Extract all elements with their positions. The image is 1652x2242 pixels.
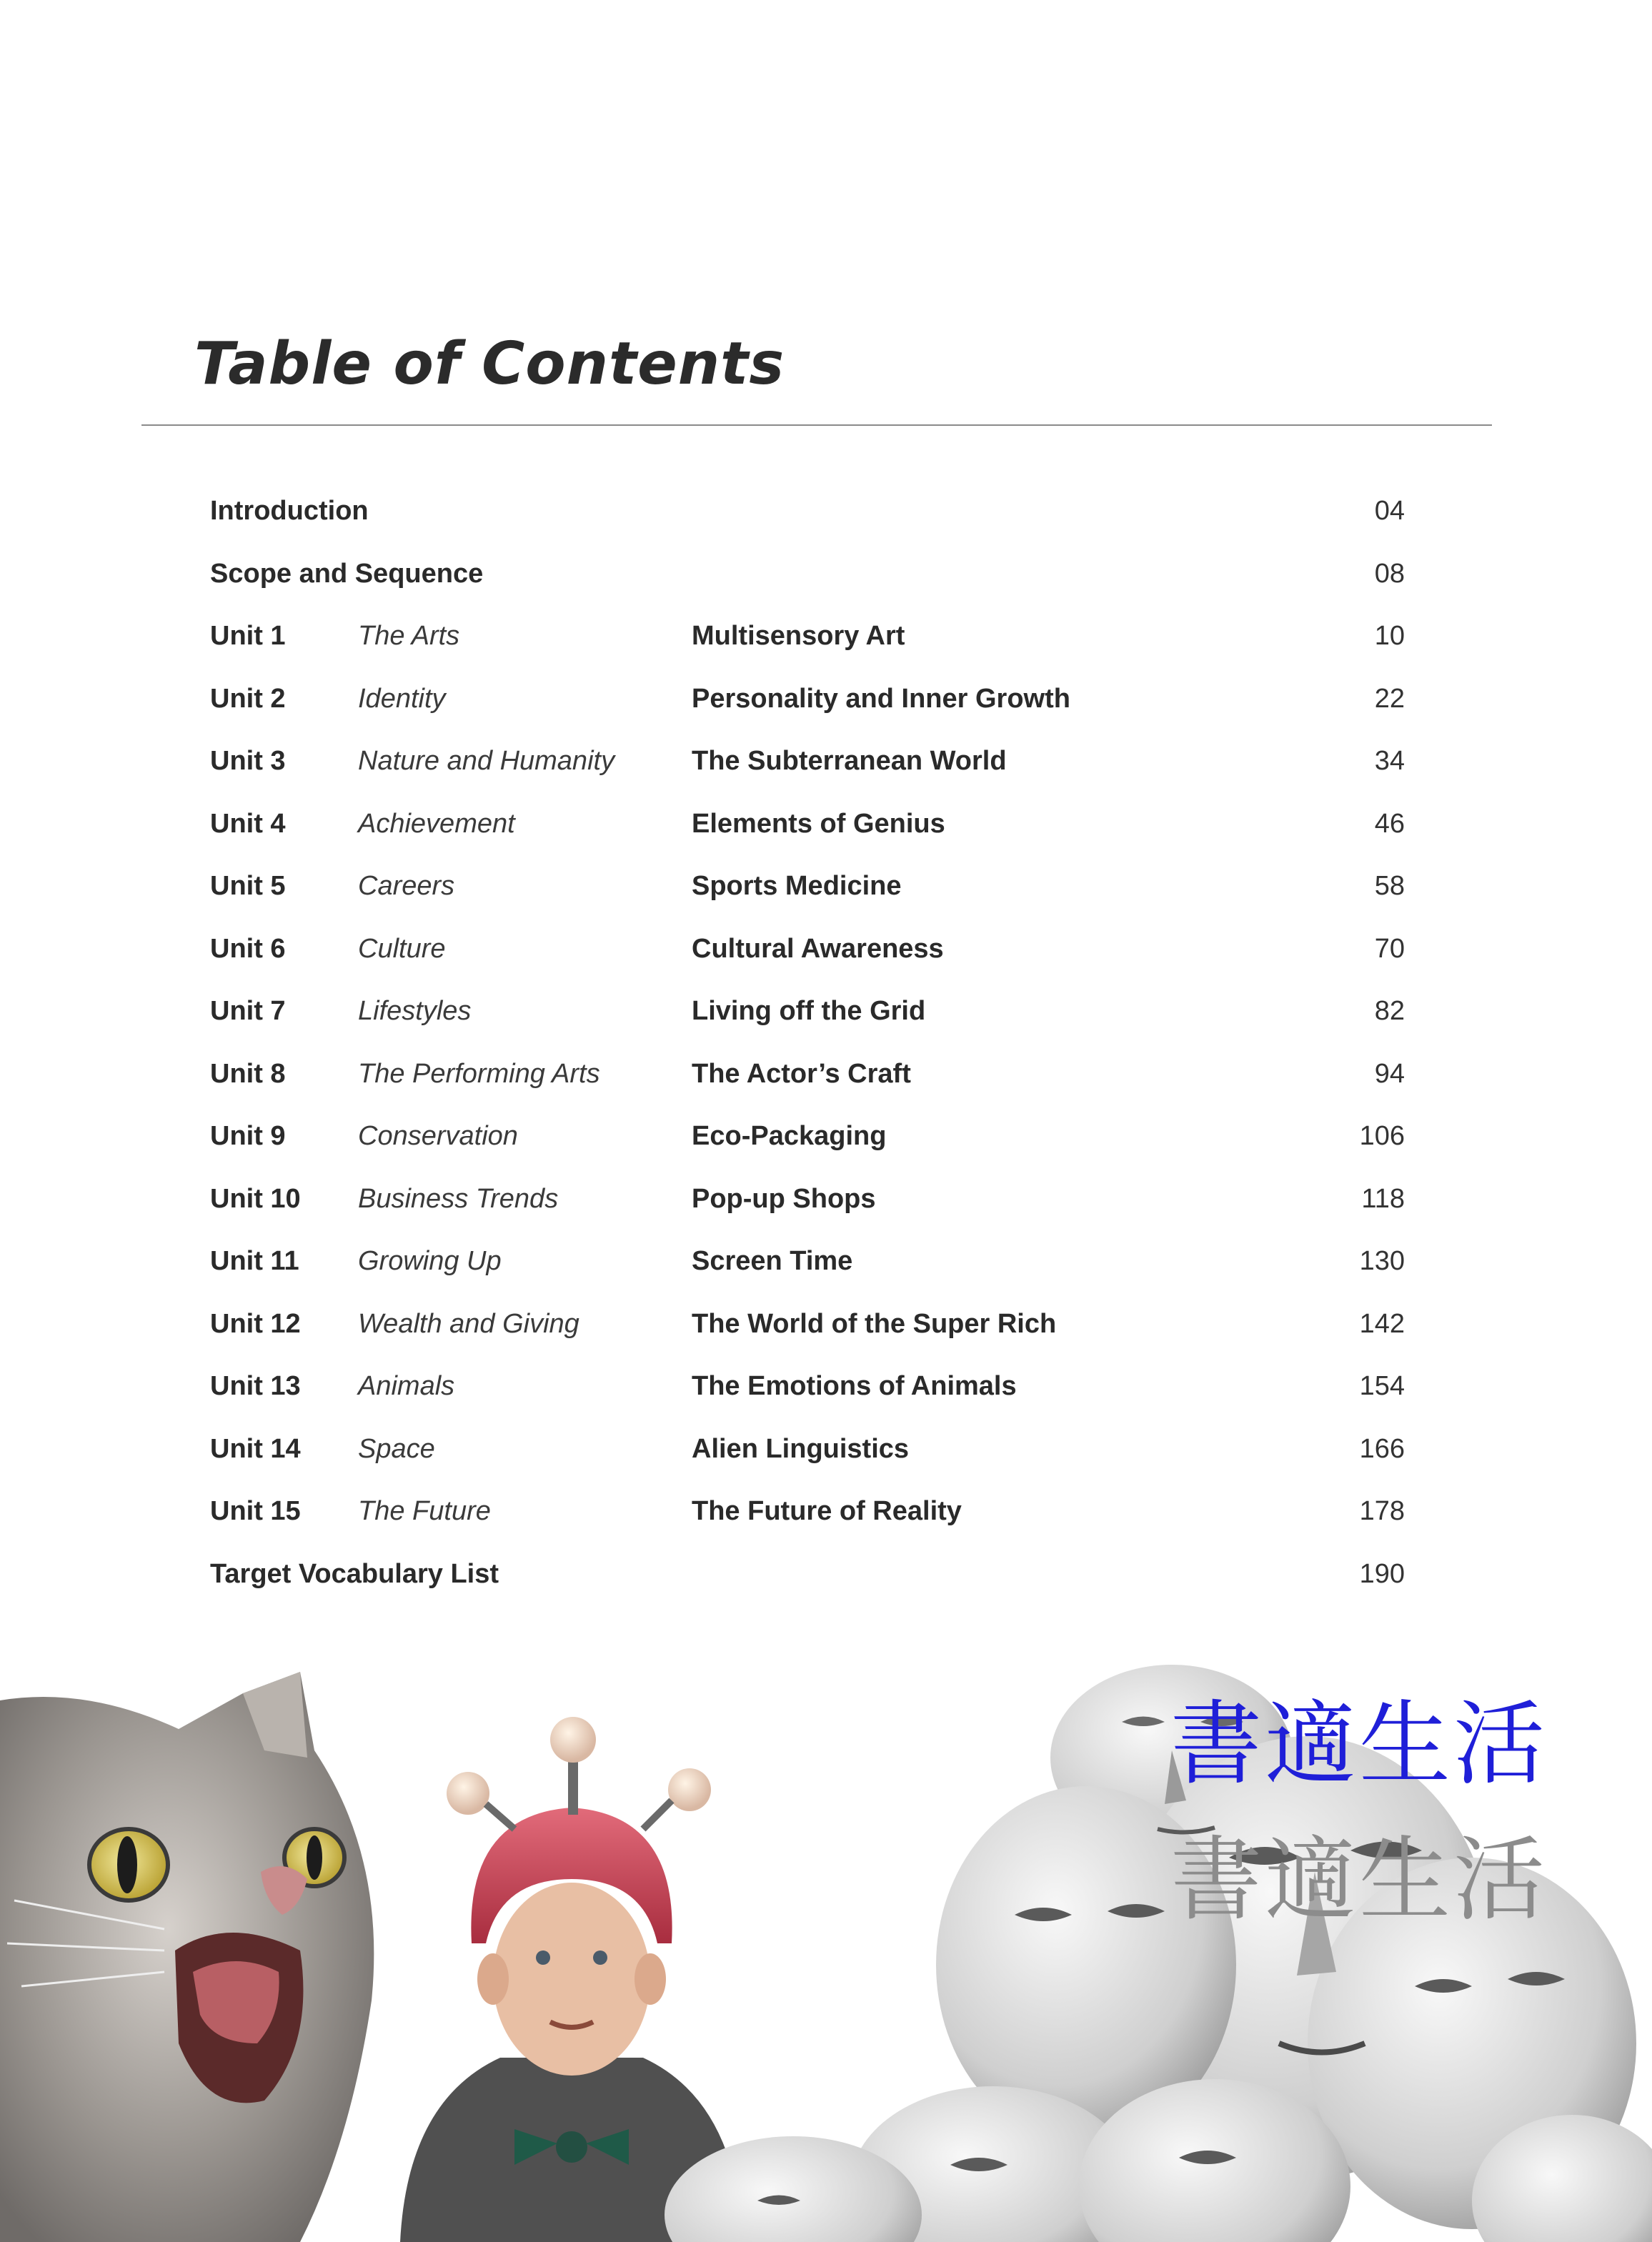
unit-topic: The World of the Super Rich (692, 1308, 1057, 1339)
page-number: 08 (1374, 558, 1405, 589)
contents-list (210, 480, 1405, 1605)
page-number: 22 (1374, 683, 1405, 714)
toc-row-unit[interactable] (210, 668, 1405, 731)
unit-label: Unit 3 (210, 746, 286, 776)
entry-label: Introduction (210, 496, 369, 526)
toc-row-vocabulary[interactable] (210, 1543, 1405, 1606)
unit-label: Unit 6 (210, 933, 286, 964)
page-number: 178 (1359, 1496, 1405, 1526)
unit-topic: Cultural Awareness (692, 933, 944, 964)
page-number: 106 (1359, 1121, 1405, 1151)
unit-theme: Space (358, 1433, 435, 1464)
unit-theme: Achievement (358, 808, 515, 839)
toc-row-scope[interactable] (210, 543, 1405, 606)
page-number: 94 (1374, 1058, 1405, 1089)
unit-topic: Alien Linguistics (692, 1433, 910, 1464)
unit-label: Unit 13 (210, 1371, 301, 1401)
page-title: Table of Contents (194, 330, 785, 398)
unit-theme: Lifestyles (358, 996, 472, 1026)
unit-theme: Careers (358, 871, 455, 901)
unit-topic: Living off the Grid (692, 996, 926, 1026)
unit-label: Unit 9 (210, 1121, 286, 1151)
toc-row-unit[interactable] (210, 1168, 1405, 1231)
man-with-helmet-image (400, 1717, 743, 2242)
toc-row-unit[interactable] (210, 1105, 1405, 1168)
page-number: 118 (1361, 1183, 1405, 1214)
unit-topic: The Future of Reality (692, 1496, 962, 1526)
unit-topic: The Subterranean World (692, 746, 1007, 776)
unit-theme: The Performing Arts (358, 1058, 600, 1089)
unit-topic: Multisensory Art (692, 621, 905, 651)
page-number: 190 (1359, 1558, 1405, 1589)
page-number: 82 (1374, 996, 1405, 1026)
page-number: 10 (1374, 621, 1405, 651)
unit-theme: Growing Up (358, 1246, 502, 1276)
unit-topic: Pop-up Shops (692, 1183, 876, 1214)
unit-theme: Identity (358, 683, 446, 714)
page-number: 142 (1359, 1308, 1405, 1339)
toc-row-unit[interactable] (210, 1355, 1405, 1418)
unit-label: Unit 8 (210, 1058, 286, 1089)
unit-theme: Conservation (358, 1121, 518, 1151)
unit-topic: Personality and Inner Growth (692, 683, 1070, 714)
unit-topic: The Actor’s Craft (692, 1058, 911, 1089)
toc-row-unit[interactable] (210, 605, 1405, 668)
page-number: 154 (1359, 1371, 1405, 1401)
page-number: 34 (1374, 746, 1405, 776)
page-number: 70 (1374, 933, 1405, 964)
cat-image (0, 1672, 374, 2242)
toc-row-unit[interactable] (210, 1293, 1405, 1356)
toc-row-unit[interactable] (210, 1418, 1405, 1481)
page-number: 166 (1359, 1433, 1405, 1464)
toc-row-unit[interactable] (210, 1230, 1405, 1293)
toc-row-unit[interactable] (210, 918, 1405, 981)
unit-theme: Culture (358, 933, 446, 964)
unit-topic: Sports Medicine (692, 871, 902, 901)
page-number: 58 (1374, 871, 1405, 901)
unit-theme: The Arts (358, 621, 460, 651)
toc-row-introduction[interactable] (210, 480, 1405, 543)
toc-row-unit[interactable] (210, 1480, 1405, 1543)
unit-label: Unit 10 (210, 1183, 301, 1214)
unit-topic: Screen Time (692, 1246, 853, 1276)
toc-row-unit[interactable] (210, 855, 1405, 918)
unit-topic: Elements of Genius (692, 808, 945, 839)
toc-row-unit[interactable] (210, 980, 1405, 1043)
unit-label: Unit 14 (210, 1433, 301, 1464)
unit-theme: Wealth and Giving (358, 1308, 579, 1339)
unit-label: Unit 15 (210, 1496, 301, 1526)
title-divider (141, 424, 1492, 426)
page-number: 04 (1374, 496, 1405, 526)
entry-label: Scope and Sequence (210, 558, 484, 589)
watermark-text-blue: 書適生活 (1170, 1691, 1548, 1798)
unit-label: Unit 5 (210, 871, 286, 901)
unit-theme: Business Trends (358, 1183, 559, 1214)
unit-theme: Animals (358, 1371, 455, 1401)
unit-theme: The Future (358, 1496, 491, 1526)
toc-row-unit[interactable] (210, 730, 1405, 793)
entry-label: Target Vocabulary List (210, 1558, 499, 1589)
unit-topic: The Emotions of Animals (692, 1371, 1017, 1401)
unit-theme: Nature and Humanity (358, 746, 615, 776)
toc-row-unit[interactable] (210, 793, 1405, 856)
page-number: 130 (1359, 1246, 1405, 1276)
toc-row-unit[interactable] (210, 1043, 1405, 1106)
unit-label: Unit 11 (210, 1246, 299, 1276)
unit-label: Unit 2 (210, 683, 286, 714)
page-number: 46 (1374, 808, 1405, 839)
watermark-text-gray: 書適生活 (1170, 1827, 1548, 1933)
unit-label: Unit 4 (210, 808, 286, 839)
unit-label: Unit 7 (210, 996, 286, 1026)
unit-label: Unit 12 (210, 1308, 301, 1339)
unit-topic: Eco-Packaging (692, 1121, 887, 1151)
unit-label: Unit 1 (210, 621, 286, 651)
